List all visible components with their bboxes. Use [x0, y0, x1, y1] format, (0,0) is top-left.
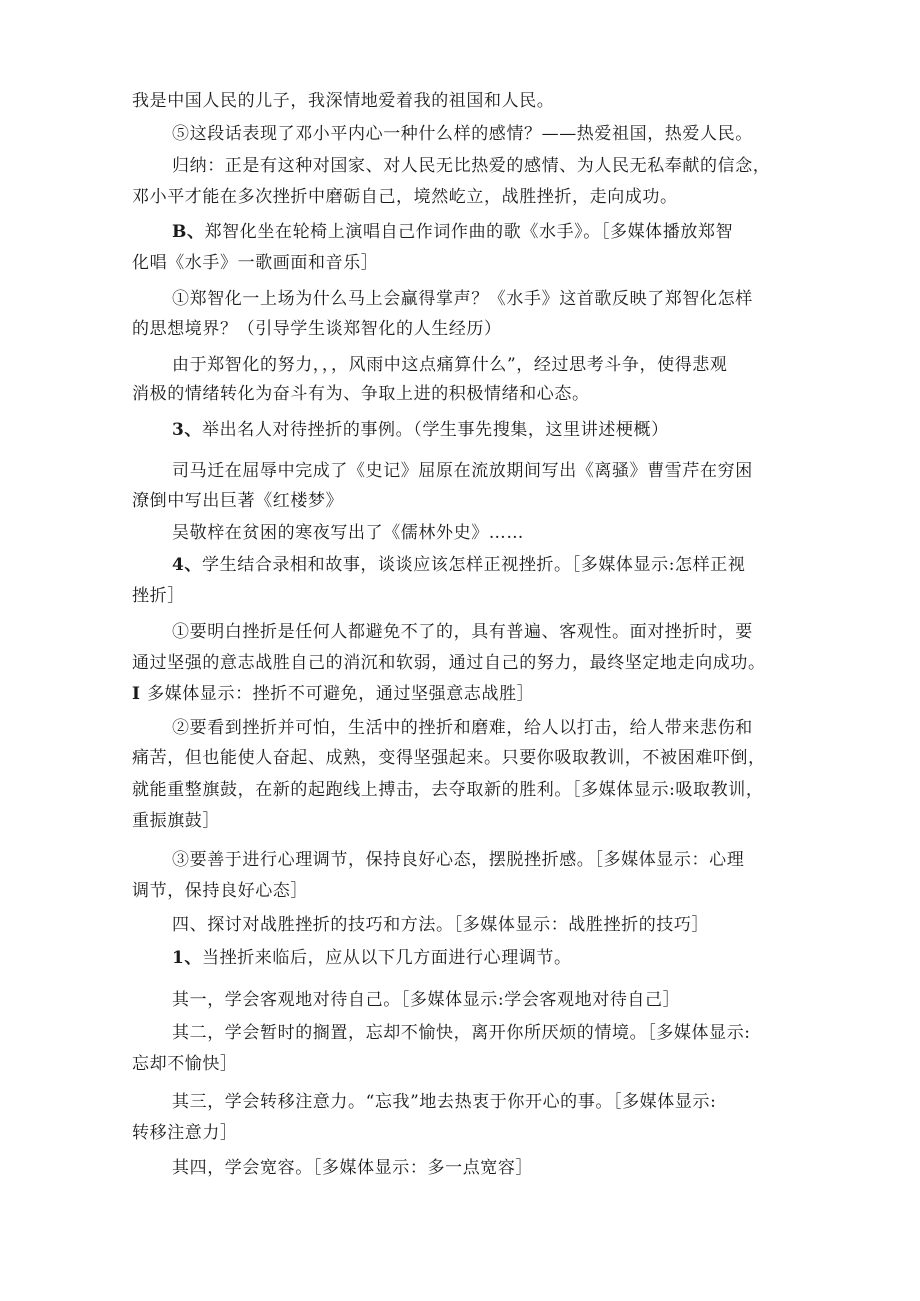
text-line: ②要看到挫折并可怕，生活中的挫折和磨难，给人以打击，给人带来悲伤和 — [172, 718, 753, 738]
text-line: 转移注意力］ — [132, 1123, 238, 1143]
text-line: 其四，学会宽容。［多媒体显示：多一点宽容］ — [172, 1158, 534, 1178]
text-line: 其一，学会客观地对待自己。［多媒体显示:学会客观地对待自己］ — [172, 990, 681, 1010]
text-line: 痛苦，但也能使人奋起、成熟，变得坚强起来。只要你吸取教训，不被困难吓倒， — [132, 748, 766, 768]
text-line: 挫折］ — [132, 586, 185, 606]
text-span: 多媒体显示：挫折不可避免，通过坚强意志战胜］ — [147, 684, 535, 704]
section-marker: 3、 — [172, 420, 203, 440]
text-line: 吴敬梓在贫困的寒夜写出了《儒林外史》…… — [172, 523, 524, 543]
text-line: ①要明白挫折是任何人都避免不了的，具有普遍、客观性。面对挫折时，要 — [172, 622, 753, 642]
text-line: 的思想境界？（引导学生谈郑智化的人生经历） — [132, 319, 502, 339]
text-line: 我是中国人民的儿子，我深情地爱着我的祖国和人民。 — [132, 91, 555, 111]
text-line — [172, 417, 797, 443]
text-line: ⑤这段话表现了邓小平内心一种什么样的感情？——热爱祖国，热爱人民。 — [172, 124, 753, 144]
text-line: 司马迁在屈辱中完成了《史记》屈原在流放期间写出《离骚》曹雪芹在穷困 — [172, 461, 753, 481]
text-line — [132, 681, 797, 707]
text-line: 通过坚强的意志战胜自己的消沉和软弱，通过自己的努力，最终坚定地走向成功。 — [132, 653, 766, 673]
bracket-marker: I — [132, 684, 148, 704]
text-line: 由于郑智化的努力，，，风雨中这点痛算什么”，经过思考斗争，使得悲观 — [172, 355, 728, 375]
text-line: 忘却不愉快］ — [132, 1054, 238, 1074]
text-span: 当挫折来临后，应从以下几方面进行心理调节。 — [202, 948, 572, 968]
text-line: 其二，学会暂时的搁置，忘却不愉快，离开你所厌烦的情境。［多媒体显示: — [172, 1023, 751, 1043]
text-line: 邓小平才能在多次挫折中磨砺自己，境然屹立，战胜挫折，走向成功。 — [132, 187, 678, 207]
text-line: 消极的情绪转化为奋斗有为、争取上进的积极情绪和心态。 — [132, 384, 590, 404]
text-line: ③要善于进行心理调节，保持良好心态，摆脱挫折感。［多媒体显示：心理 — [172, 850, 745, 870]
section-marker: 4、 — [172, 555, 203, 575]
section-marker: 1、 — [172, 948, 203, 968]
text-line: 潦倒中写出巨著《红楼梦》 — [132, 491, 344, 511]
text-line: 归纳：正是有这种对国家、对人民无比热爱的感情、为人民无私奉献的信念， — [172, 156, 771, 176]
section-marker: B、 — [172, 222, 205, 242]
text-line: 四、探讨对战胜挫折的技巧和方法。［多媒体显示：战胜挫折的技巧］ — [172, 915, 710, 935]
text-line: ①郑智化一上场为什么马上会赢得掌声？《水手》这首歌反映了郑智化怎样 — [172, 289, 753, 309]
text-line: 化唱《水手》一歌画面和音乐］ — [132, 253, 379, 273]
text-line: 就能重整旗鼓，在新的起跑线上搏击，去夺取新的胜利。［多媒体显示:吸取教训， — [132, 780, 764, 800]
text-line: 其三，学会转移注意力。“忘我”地去热衷于你开心的事。［多媒体显示: — [172, 1092, 717, 1112]
text-line — [172, 552, 797, 578]
text-line: 重振旗鼓］ — [132, 811, 220, 831]
text-span: 学生结合录相和故事，谈谈应该怎样正视挫折。［多媒体显示:怎样正视 — [202, 555, 746, 575]
text-span: 郑智化坐在轮椅上演唱自己作词作曲的歌《水手》。［多媒体播放郑智 — [204, 222, 734, 242]
text-line: 调节，保持良好心态］ — [132, 881, 308, 901]
text-line — [172, 219, 797, 245]
text-span: 举出名人对待挫折的事例。（学生事先搜集，这里讲述梗概） — [202, 420, 669, 440]
text-line — [172, 945, 797, 971]
